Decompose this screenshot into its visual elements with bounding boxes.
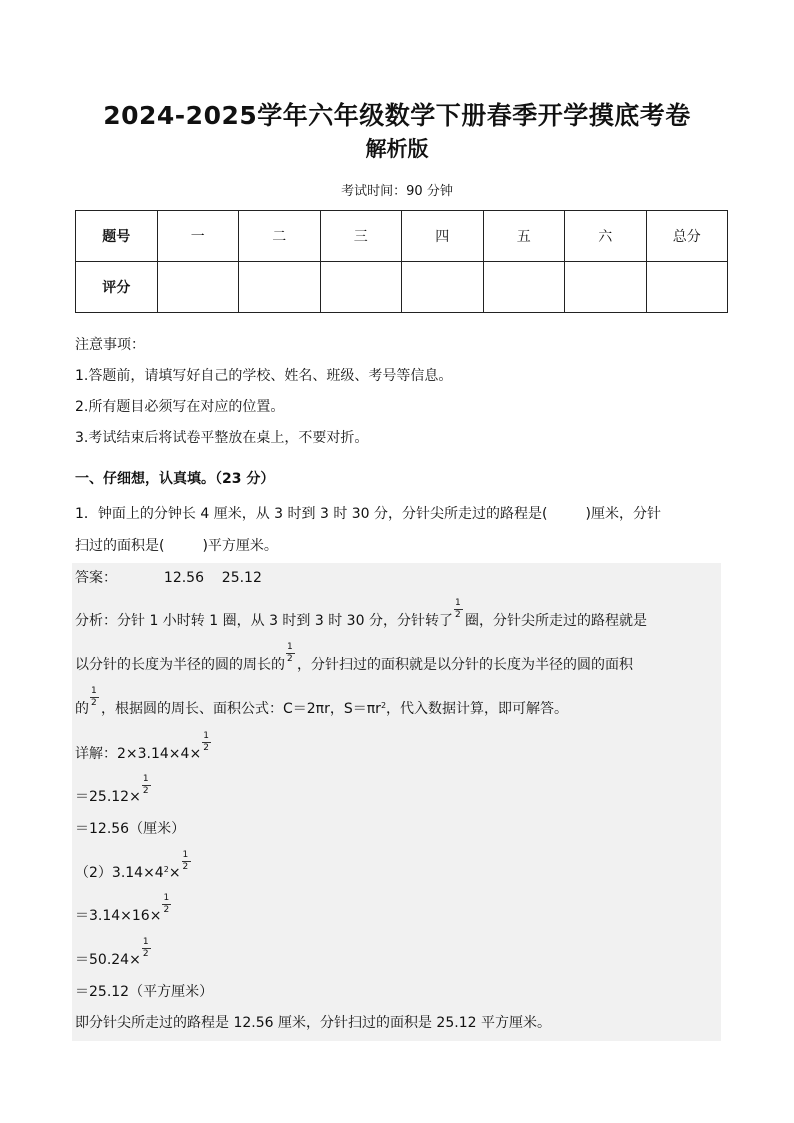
fraction-numerator: 1 xyxy=(203,731,209,741)
fraction-denominator: 2 xyxy=(142,786,149,796)
score-input-1[interactable] xyxy=(157,262,239,313)
score-cell-1: 一 xyxy=(157,211,239,262)
score-cell-total: 总分 xyxy=(646,211,728,262)
fraction-denominator: 2 xyxy=(454,610,461,620)
analysis-text: 的 xyxy=(75,701,89,717)
fraction-one-half xyxy=(162,893,172,920)
fraction-numerator: 1 xyxy=(142,774,149,784)
score-cell-6: 六 xyxy=(565,211,647,262)
fraction-numerator: 1 xyxy=(142,937,149,947)
fraction-one-half xyxy=(142,937,152,964)
score-input-6[interactable] xyxy=(565,262,647,313)
notes xyxy=(75,330,452,454)
detail-line-4 xyxy=(75,850,193,882)
fraction-numerator: 1 xyxy=(91,686,97,696)
analysis-text: ，分针扫过的面积就是以分针的长度为半径的圆的面积 xyxy=(297,657,633,673)
question-text: )厘米，分针 xyxy=(585,506,661,522)
fraction-denominator: 2 xyxy=(287,654,293,664)
analysis-line-2 xyxy=(75,642,633,674)
fraction-numerator: 1 xyxy=(454,598,461,608)
detail-line-1 xyxy=(75,731,213,763)
fraction-denominator: 2 xyxy=(142,949,149,959)
score-table-score-row xyxy=(76,262,728,313)
fraction-one-half xyxy=(286,642,296,669)
score-input-2[interactable] xyxy=(239,262,321,313)
exponent: 2 xyxy=(163,865,169,874)
fraction-denominator: 2 xyxy=(163,905,170,915)
score-cell-2: 二 xyxy=(239,211,321,262)
question-1 xyxy=(75,498,720,562)
detail-text: ＝3.14×16× xyxy=(75,908,162,924)
question-text: )平方厘米。 xyxy=(202,538,278,554)
analysis-text: 分析：分针 1 小时转 1 圈，从 3 时到 3 时 30 分，分针转了 xyxy=(75,613,453,629)
score-input-5[interactable] xyxy=(483,262,565,313)
analysis-line-1 xyxy=(75,598,647,630)
answer-line xyxy=(75,567,262,587)
fraction-numerator: 1 xyxy=(287,642,293,652)
fraction-one-half xyxy=(182,850,192,877)
analysis-text: 以分针的长度为半径的圆的周长的 xyxy=(75,657,285,673)
detail-text: （2）3.14×4 xyxy=(75,865,164,881)
fraction-one-half xyxy=(142,774,152,801)
analysis-text: ，代入数据计算，即可解答。 xyxy=(386,701,569,717)
fraction-one-half xyxy=(90,686,100,713)
detail-line-6 xyxy=(75,937,153,969)
fraction-denominator: 2 xyxy=(182,862,189,872)
score-cell-4: 四 xyxy=(402,211,484,262)
page-subtitle: 解析版 xyxy=(365,137,429,161)
question-text: 扫过的面积是( xyxy=(75,538,165,554)
notes-item: 3.考试结束后将试卷平整放在桌上，不要对折。 xyxy=(75,430,369,446)
score-input-total[interactable] xyxy=(646,262,728,313)
detail-text: 详解：2×3.14×4× xyxy=(75,746,202,762)
fraction-denominator: 2 xyxy=(203,743,209,753)
fraction-numerator: 1 xyxy=(163,893,170,903)
answer-label: 答案： xyxy=(75,570,117,586)
section-heading: 一、仔细想，认真填。（23 分） xyxy=(75,471,275,487)
question-text: 1．钟面上的分钟长 4 厘米，从 3 时到 3 时 30 分，分针尖所走过的路程是( xyxy=(75,506,548,522)
fraction-one-half xyxy=(202,731,212,758)
score-row-label: 评分 xyxy=(76,262,158,313)
score-input-4[interactable] xyxy=(402,262,484,313)
score-cell-3: 三 xyxy=(320,211,402,262)
detail-line-3: ＝12.56（厘米） xyxy=(75,821,186,837)
notes-item: 1.答题前，请填写好自己的学校、姓名、班级、考号等信息。 xyxy=(75,368,453,384)
detail-text: ＝50.24× xyxy=(75,952,141,968)
fraction-denominator: 2 xyxy=(91,698,97,708)
notes-heading: 注意事项： xyxy=(75,337,145,353)
notes-item: 2.所有题目必须写在对应的位置。 xyxy=(75,399,285,415)
page-title: 2024-2025学年六年级数学下册春季开学摸底考卷 xyxy=(103,101,691,130)
detail-line-7: ＝25.12（平方厘米） xyxy=(75,984,214,1000)
detail-text: × xyxy=(168,865,181,881)
score-cell-label: 题号 xyxy=(76,211,158,262)
detail-line-2 xyxy=(75,774,153,806)
exam-time: 考试时间：90 分钟 xyxy=(341,184,453,199)
score-cell-5: 五 xyxy=(483,211,565,262)
analysis-line-3 xyxy=(75,686,569,718)
fraction-numerator: 1 xyxy=(182,850,189,860)
detail-text: ＝25.12× xyxy=(75,789,141,805)
detail-line-5 xyxy=(75,893,173,925)
analysis-text: ，根据圆的周长、面积公式：C＝2πr，S＝πr xyxy=(101,701,381,717)
exponent: 2 xyxy=(380,701,387,710)
analysis-text: 圈，分针尖所走过的路程就是 xyxy=(464,613,647,629)
answer-values: 12.56 25.12 xyxy=(163,570,262,586)
score-input-3[interactable] xyxy=(320,262,402,313)
answer-panel xyxy=(72,563,721,1041)
score-table xyxy=(75,210,728,313)
conclusion: 即分针尖所走过的路程是 12.56 厘米，分针扫过的面积是 25.12 平方厘米。 xyxy=(75,1015,551,1031)
fraction-one-half xyxy=(454,598,464,625)
score-table-header-row xyxy=(76,211,728,262)
